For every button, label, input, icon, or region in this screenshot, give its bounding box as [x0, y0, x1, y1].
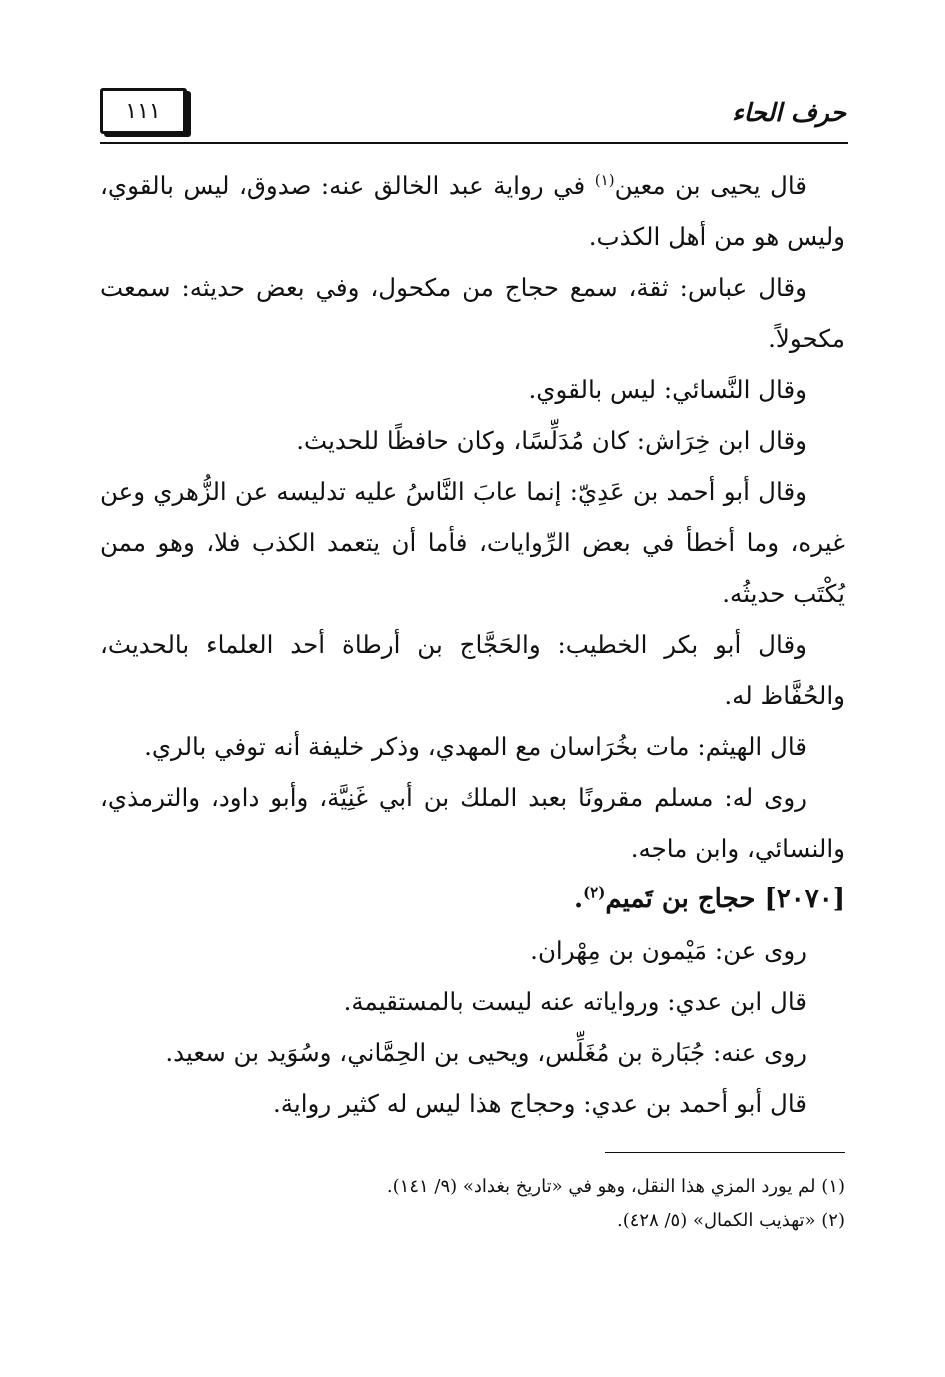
running-title: حرف الحاء	[732, 98, 846, 127]
footnote-divider	[605, 1152, 845, 1153]
paragraph: قال أبو أحمد بن عدي: وحجاج هذا ليس له كثير رواية.	[272, 1089, 807, 1118]
entry-end: .	[574, 884, 584, 914]
entry-heading	[100, 874, 845, 925]
paragraph-text: في رواية عبد الخالق عنه: صدوق، ليس بالقوي، وليس هو من أهل الكذب.	[100, 171, 845, 251]
page-number: ١١١	[100, 88, 187, 134]
paragraph: وقال أبو بكر الخطيب: والحَجَّاج بن أرطاة أحد العلماء بالحديث، والحُفَّاظ له.	[100, 630, 845, 710]
footnote: (١) لم يورد المزي هذا النقل، وهو في «تاريخ بغداد» (٩/ ١٤١).	[386, 1176, 845, 1197]
paragraph: وقال النَّسائي: ليس بالقوي.	[528, 375, 807, 404]
footnotes	[100, 1170, 845, 1238]
main-text	[100, 160, 845, 1129]
paragraph-text: قال يحيى بن معين	[614, 171, 808, 200]
paragraph: روى عنه: جُبَارة بن مُغَلِّس، ويحيى بن الحِمَّاني، وسُوَيد بن سعيد.	[165, 1038, 807, 1067]
header-divider	[100, 142, 848, 144]
paragraph: وقال ابن خِرَاش: كان مُدَلِّسًا، وكان حافظًا للحديث.	[296, 426, 807, 455]
entry-name: حجاج بن تَميم	[605, 884, 756, 914]
paragraph: وقال عباس: ثقة، سمع حجاج من مكحول، وفي بعض حديثه: سمعت مكحولاً.	[100, 273, 845, 353]
paragraph: قال الهيثم: مات بخُرَاسان مع المهدي، وذكر خليفة أنه توفي بالري.	[144, 732, 807, 761]
footnote-marker: (١)	[594, 170, 615, 189]
paragraph: روى عن: مَيْمون بن مِهْران.	[530, 936, 807, 965]
paragraph: روى له: مسلم مقرونًا بعبد الملك بن أبي غَنِيَّة، وأبو داود، والترمذي، والنسائي، وابن ماجه.	[100, 783, 845, 863]
paragraph	[100, 160, 845, 262]
footnote: (٢) «تهذيب الكمال» (٥/ ٤٢٨).	[616, 1210, 845, 1231]
paragraph: قال ابن عدي: ورواياته عنه ليست بالمستقيمة.	[343, 987, 807, 1016]
page-header	[100, 88, 848, 144]
footnote-marker: (٢)	[583, 883, 606, 902]
paragraph: وقال أبو أحمد بن عَدِيّ: إنما عابَ النَّاسُ عليه تدليسه عن الزُّهري وعن غيره، وما أخطأ في بعض الرِّوايات، فأما أن يتعمد الكذب فلا، وهو ممن يُكْتَب حديثُه.	[100, 477, 845, 608]
entry-number: [٢٠٧٠]	[764, 884, 845, 914]
